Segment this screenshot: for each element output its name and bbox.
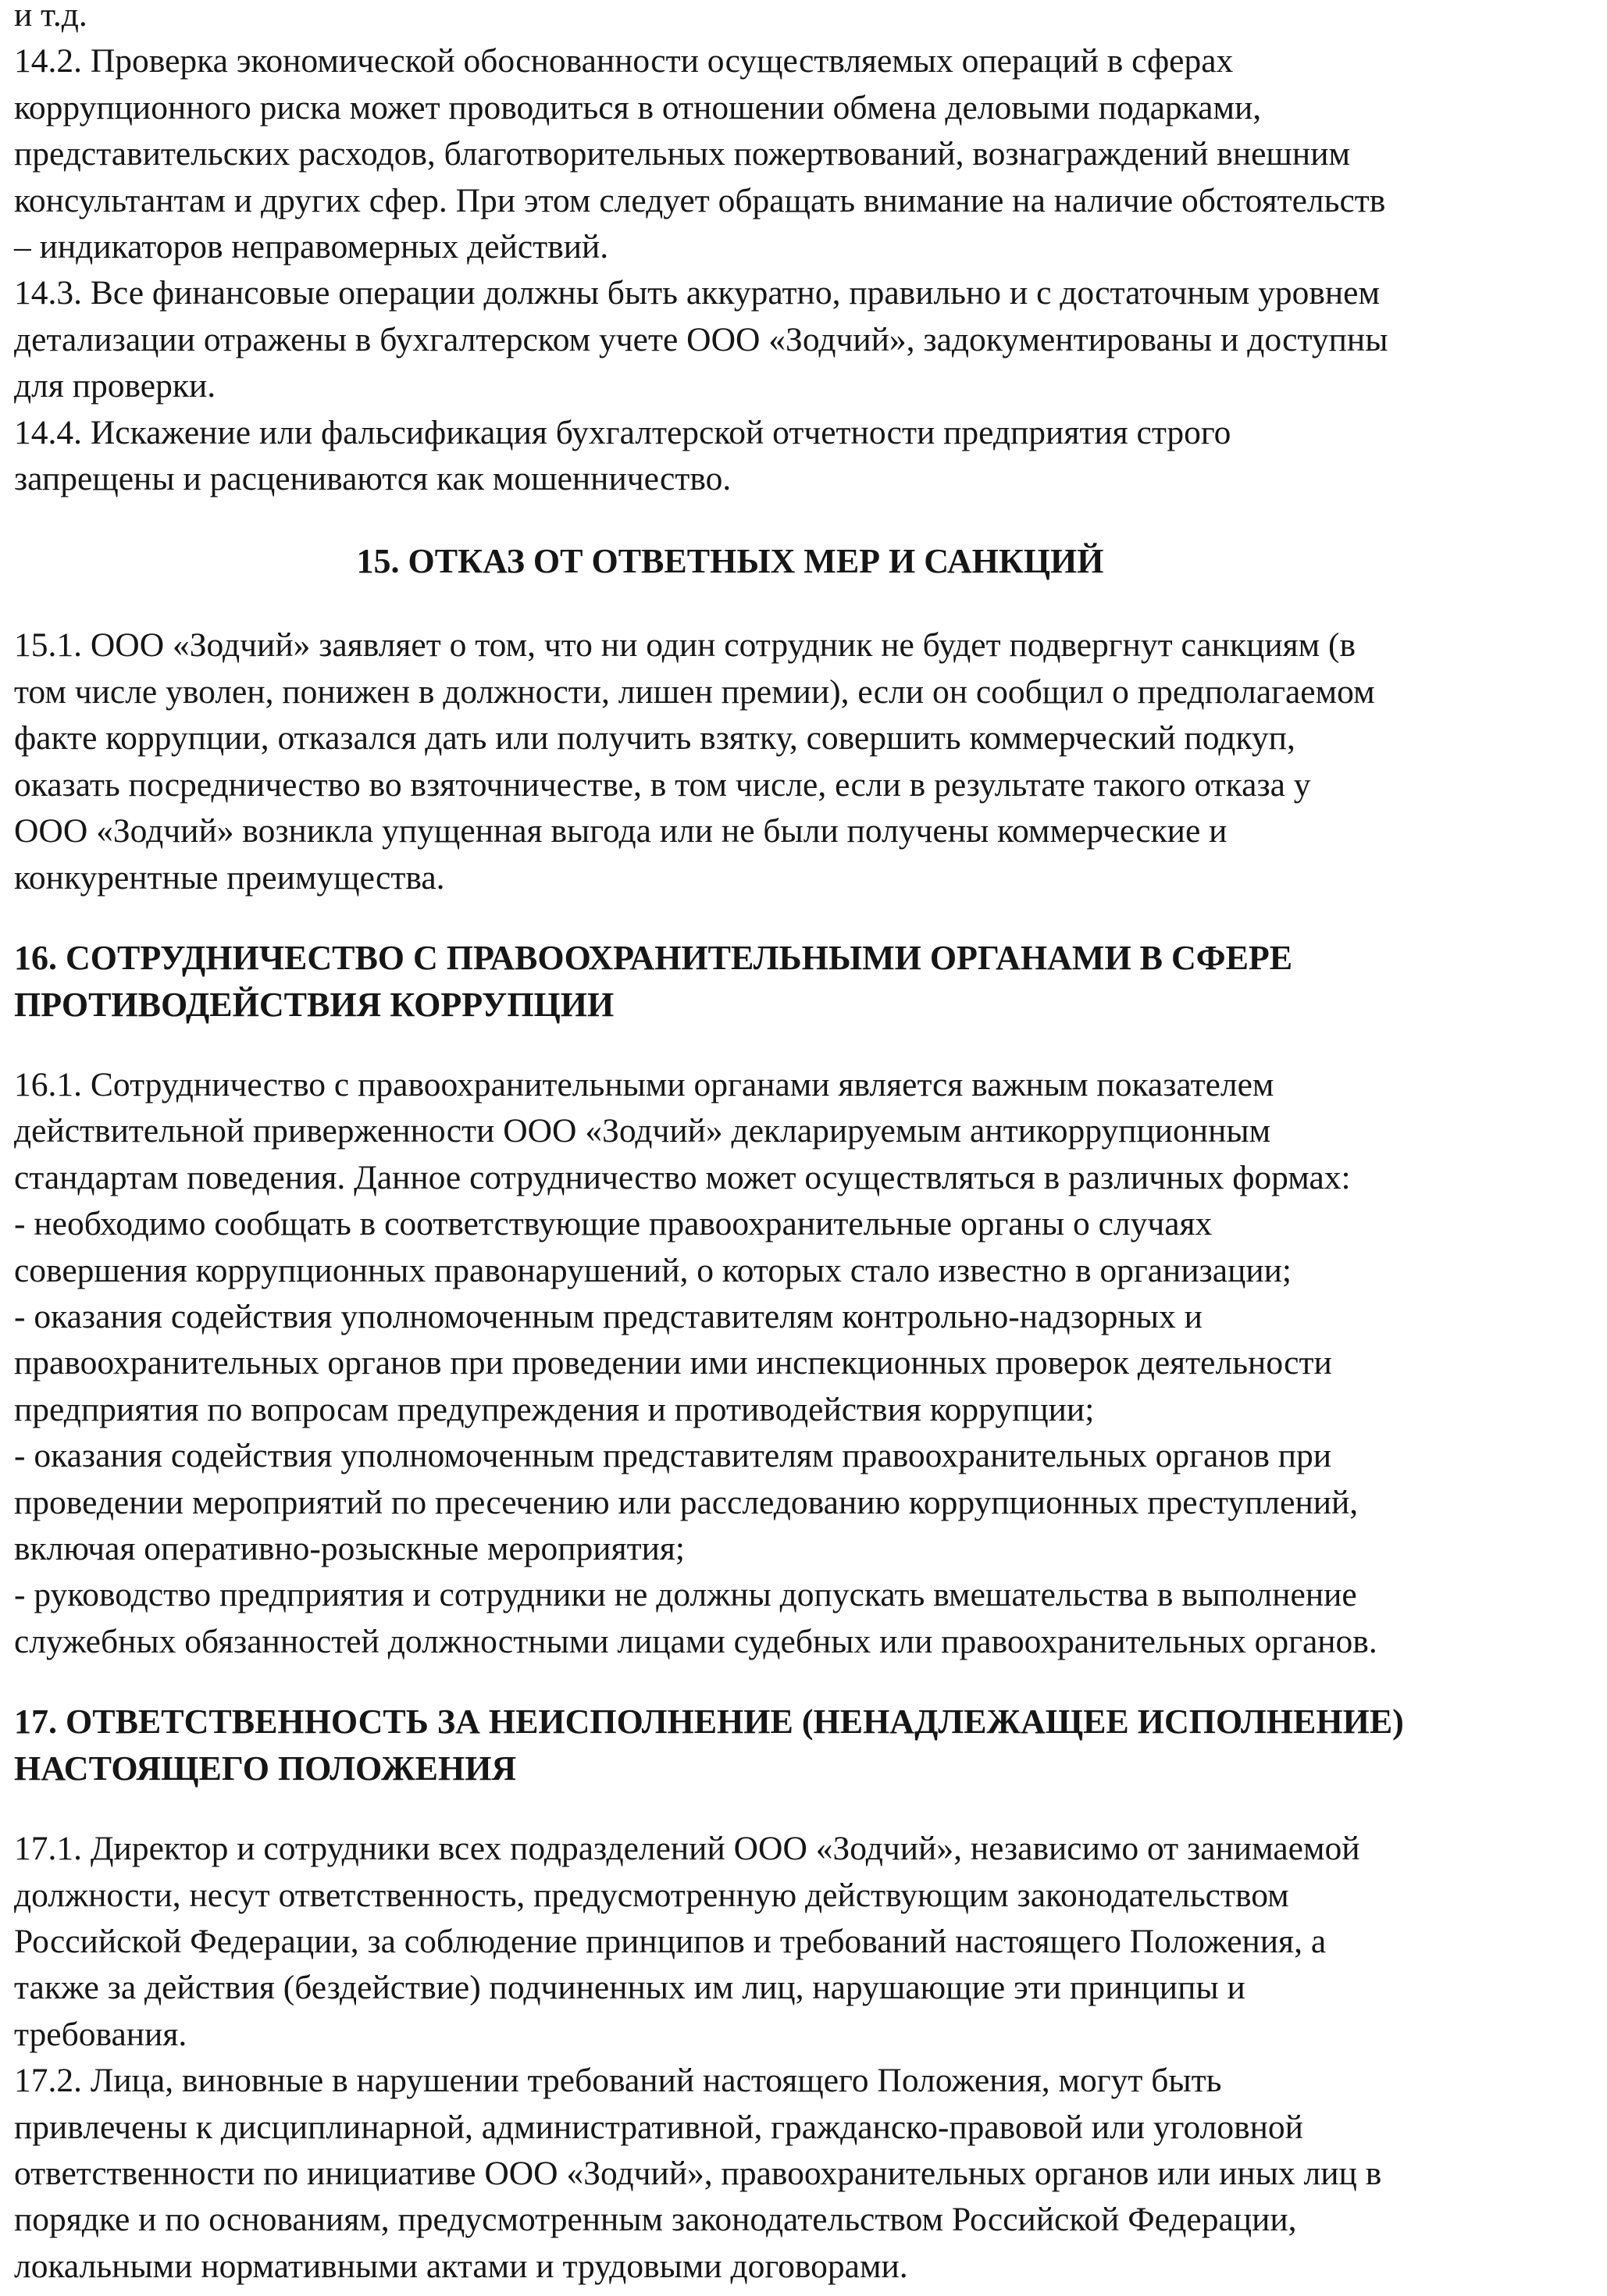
text-line: проведении мероприятий по пресечению или расследованию коррупционных преступлений, <box>14 1483 1359 1521</box>
text-line: должности, несут ответственность, предусмотренную действующим законодательством <box>14 1876 1289 1914</box>
heading-line: ПРОТИВОДЕЙСТВИЯ КОРРУПЦИИ <box>14 985 615 1024</box>
text-line: ответственности по инициативе ООО «Зодчий», правоохранительных органов или иных лиц в <box>14 2155 1382 2193</box>
text-line: запрещены и расцениваются как мошенничество. <box>14 460 732 498</box>
text-line: ООО «Зодчий» возникла упущенная выгода или не были получены коммерческие и <box>14 812 1228 850</box>
paragraph-15-1 <box>14 622 1599 900</box>
text-line: 14.2. Проверка экономической обоснованности осуществляемых операций в сферах <box>14 42 1234 80</box>
heading-line: 16. СОТРУДНИЧЕСТВО С ПРАВООХРАНИТЕЛЬНЫМИ ОРГАНАМИ В СФЕРЕ <box>14 938 1293 977</box>
heading-line: НАСТОЯЩЕГО ПОЛОЖЕНИЯ <box>14 1749 517 1788</box>
text-line: для проверки. <box>14 367 216 405</box>
section-17-heading <box>14 1699 1599 1792</box>
list-item: - оказания содействия уполномоченным представителям правоохранительных органов при <box>14 1437 1332 1475</box>
text-line: локальными нормативными актами и трудовыми договорами. <box>14 2247 908 2285</box>
paragraph-14-4 <box>14 410 1599 503</box>
text-line: порядке и по основаниям, предусмотренным законодательством Российской Федерации, <box>14 2201 1297 2239</box>
text-line: привлечены к дисциплинарной, административной, гражданско-правовой или уголовной <box>14 2108 1303 2146</box>
paragraph-14-3 <box>14 270 1599 409</box>
text-line: оказать посредничество во взяточничестве, в том числе, если в результате такого отказа у <box>14 765 1311 804</box>
section-16-heading <box>14 935 1599 1029</box>
text-line: служебных обязанностей должностными лицами судебных или правоохранительных органов. <box>14 1622 1377 1660</box>
text-line: – индикаторов неправомерных действий. <box>14 228 609 266</box>
paragraph-17-1 <box>14 1826 1599 2058</box>
text-line: совершения коррупционных правонарушений, о которых стало известно в организации; <box>14 1251 1292 1289</box>
text-line: 15.1. ООО «Зодчий» заявляет о том, что ни один сотрудник не будет подвергнут санкциям (в <box>14 626 1356 665</box>
text-line: детализации отражены в бухгалтерском учете ООО «Зодчий», задокументированы и доступны <box>14 320 1388 358</box>
text-line: правоохранительных органов при проведении ими инспекционных проверок деятельности <box>14 1344 1332 1382</box>
text-line: также за действия (бездействие) подчиненных им лиц, нарушающие эти принципы и <box>14 1969 1245 2007</box>
text-line: предприятия по вопросам предупреждения и противодействия коррупции; <box>14 1390 1095 1428</box>
paragraph-14-2 <box>14 38 1599 270</box>
text-line: 17.1. Директор и сотрудники всех подразделений ООО «Зодчий», независимо от занимаемой <box>14 1830 1360 1868</box>
text-line: 16.1. Сотрудничество с правоохранительными органами является важным показателем <box>14 1065 1274 1103</box>
paragraph-16-1 <box>14 1062 1599 1665</box>
text-line: том числе уволен, понижен в должности, лишен премии), если он сообщил о предполагаемом <box>14 672 1375 711</box>
text-line: Российской Федерации, за соблюдение принципов и требований настоящего Положения, а <box>14 1923 1327 1960</box>
text-line: стандартам поведения. Данное сотрудничество может осуществляться в различных формах: <box>14 1158 1351 1196</box>
document-page <box>14 0 1599 2290</box>
list-item: - необходимо сообщать в соответствующие правоохранительные органы о случаях <box>14 1205 1213 1243</box>
text-line: консультантам и других сфер. При этом следует обращать внимание на наличие обстоятельств <box>14 181 1386 219</box>
list-item: - оказания содействия уполномоченным представителям контрольно-надзорных и <box>14 1297 1203 1335</box>
paragraph-17-2 <box>14 2058 1599 2290</box>
text-line: факте коррупции, отказался дать или получить взятку, совершить коммерческий подкуп, <box>14 719 1295 758</box>
text-line: действительной приверженности ООО «Зодчий» декларируемым антикоррупционным <box>14 1112 1271 1150</box>
text-line: требования. <box>14 2015 187 2053</box>
heading-line: 17. ОТВЕТСТВЕННОСТЬ ЗА НЕИСПОЛНЕНИЕ (НЕНАДЛЕЖАЩЕЕ ИСПОЛНЕНИЕ) <box>14 1702 1404 1742</box>
text-line: конкурентные преимущества. <box>14 858 445 897</box>
text-line: 14.4. Искажение или фальсификация бухгалтерской отчетности предприятия строго <box>14 413 1231 451</box>
text-line: представительских расходов, благотворительных пожертвований, вознаграждений внешним <box>14 135 1351 173</box>
list-item: - руководство предприятия и сотрудники не должны допускать вмешательства в выполнение <box>14 1576 1357 1614</box>
text-line: 14.3. Все финансовые операции должны быть аккуратно, правильно и с достаточным уровнем <box>14 274 1381 312</box>
text-line: включая оперативно-розыскные мероприятия; <box>14 1529 685 1567</box>
text-line: 17.2. Лица, виновные в нарушении требований настоящего Положения, могут быть <box>14 2062 1222 2100</box>
intro-tail-text: и т.д. <box>14 0 87 34</box>
section-15-heading: 15. ОТКАЗ ОТ ОТВЕТНЫХ МЕР И САНКЦИЙ <box>356 542 1104 581</box>
text-line: коррупционного риска может проводиться в отношении обмена деловыми подарками, <box>14 88 1262 127</box>
